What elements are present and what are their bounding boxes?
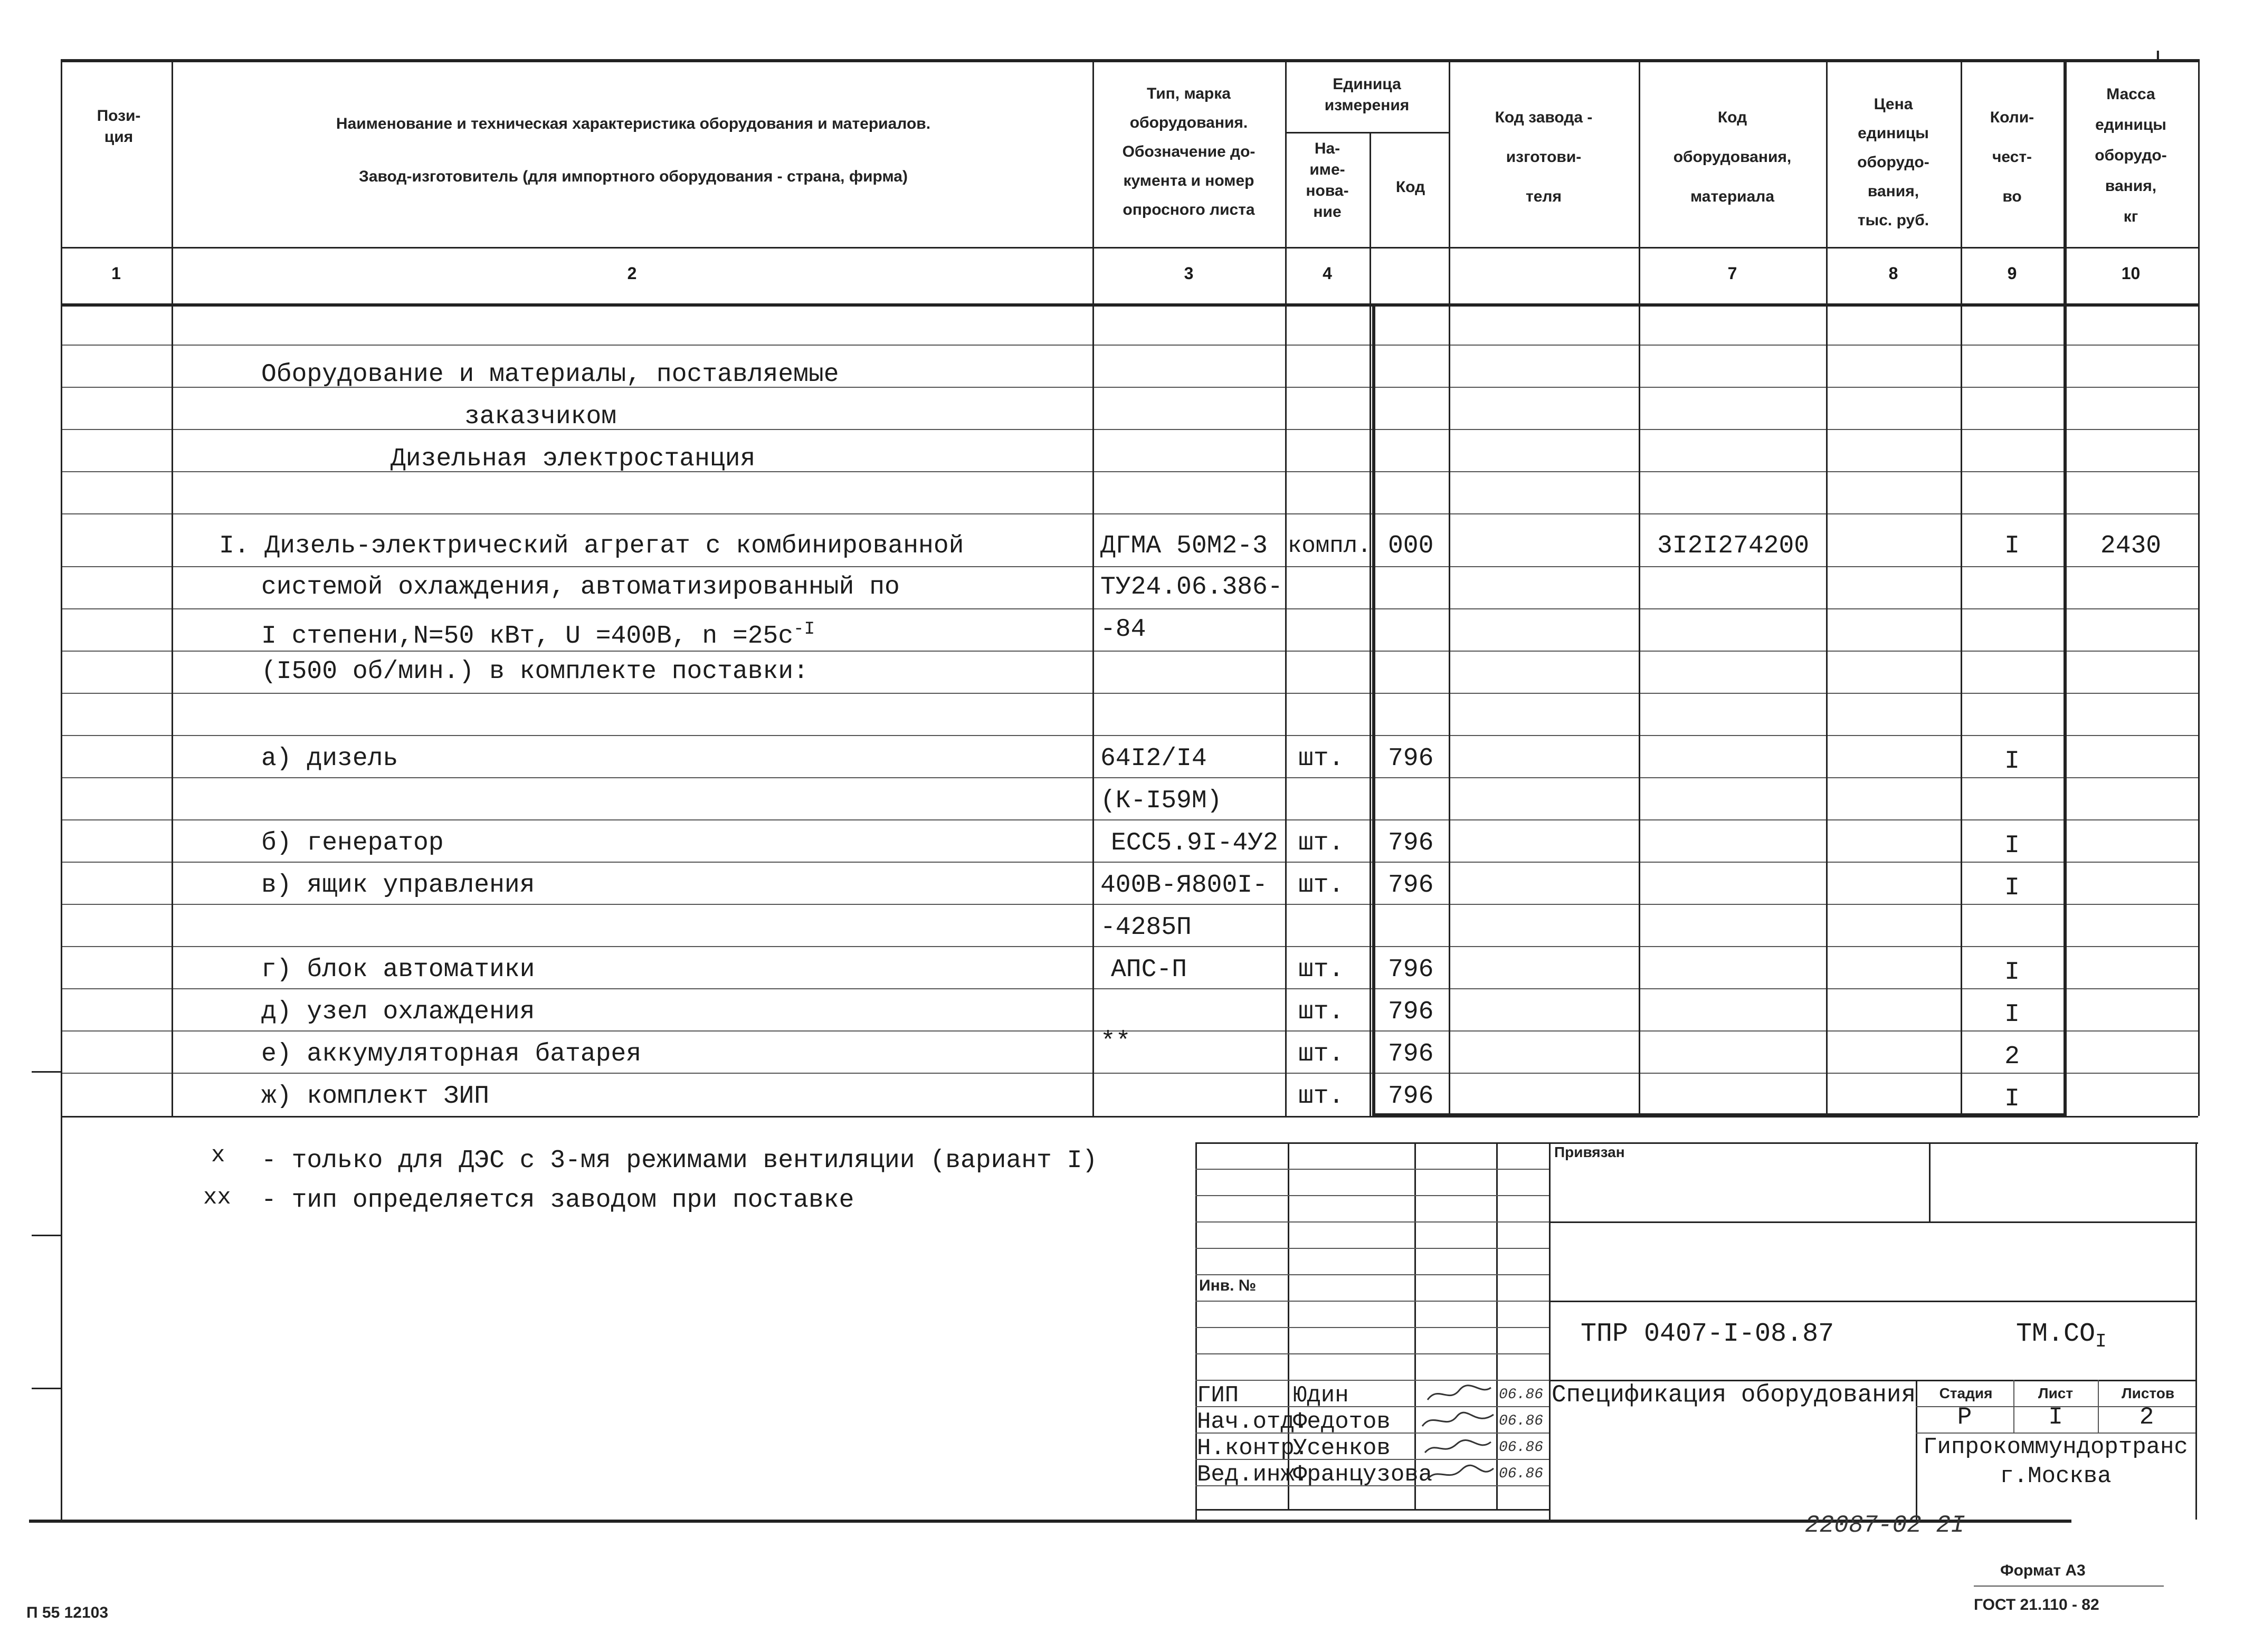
- table-top-border: [61, 59, 2198, 62]
- tb-rule: [1195, 1221, 1549, 1223]
- header-name: Наименование и техническая характеристика оборудования и материалов.: [336, 115, 931, 132]
- doc-code-main: ТМ.СО: [2016, 1319, 2096, 1349]
- subitem-e-unit: шт.: [1298, 998, 1344, 1026]
- item1-quantity: I: [2004, 532, 2020, 560]
- subitem-b-code: 796: [1388, 829, 1434, 857]
- subitem-b-name: б) генератор: [261, 829, 444, 857]
- subitem-c-type-2: -4285П: [1100, 913, 1192, 942]
- row-rule: [61, 777, 2198, 778]
- note-1-mark: х: [211, 1142, 225, 1169]
- sheet-value: I: [2048, 1403, 2063, 1431]
- subitem-d-code: 796: [1388, 956, 1434, 984]
- left-code: П 55 12103: [26, 1604, 109, 1621]
- col-border-5: [1449, 59, 1450, 1116]
- signer-4-name: Французова: [1293, 1462, 1433, 1488]
- tb-rule: [1195, 1301, 1549, 1302]
- item1-line3-sup: -I: [793, 619, 815, 639]
- item1-unit: компл.: [1288, 533, 1372, 559]
- subitem-b-qty: I: [2004, 832, 2020, 860]
- tb-rule: [1496, 1142, 1498, 1509]
- subitem-e-code: 796: [1388, 998, 1434, 1026]
- subitem-b-type: ЕСС5.9I-4У2: [1111, 829, 1278, 857]
- item1-line1: I. Дизель-электрический агрегат с комбинированной: [219, 532, 964, 560]
- subitem-f-type: **: [1100, 1028, 1131, 1056]
- inventory-label: Инв. №: [1199, 1277, 1257, 1294]
- subitem-f-unit: шт.: [1298, 1040, 1344, 1068]
- margin-tick: [32, 1071, 61, 1073]
- subitem-d-unit: шт.: [1298, 956, 1344, 984]
- item1-line3-text: I степени,: [261, 622, 414, 651]
- signer-2-date: 06.86: [1499, 1413, 1544, 1429]
- tb-rule: [1916, 1433, 2195, 1434]
- header-mass: Масса единицы оборудо- вания, кг: [2095, 85, 2167, 225]
- stage-label: Стадия: [1939, 1385, 1993, 1401]
- section-title-3: Дизельная электростанция: [391, 445, 756, 473]
- margin-tick: [32, 1388, 61, 1389]
- subitem-f-code: 796: [1388, 1040, 1434, 1068]
- subitem-e-name: д) узел охлаждения: [261, 998, 535, 1026]
- colnum-1: 1: [111, 264, 121, 283]
- tb-rule: [1549, 1142, 1551, 1520]
- col-border-3: [1285, 59, 1287, 1116]
- tb-rule: [1195, 1142, 2198, 1144]
- header-equipment-code: Код оборудования, материала: [1673, 109, 1792, 205]
- col-border-right: [2198, 59, 2200, 1116]
- subitem-c-code: 796: [1388, 871, 1434, 900]
- doc-code: [2016, 1319, 2107, 1352]
- note-2-text: - тип определяется заводом при поставке: [261, 1186, 854, 1215]
- colnum-8: 8: [1888, 264, 1898, 283]
- colnum-7: 7: [1727, 264, 1737, 283]
- row-rule: [61, 819, 2198, 820]
- item1-line3-params: N=50 кВт, U =400В, n =25с: [413, 622, 794, 651]
- colnum-9: 9: [2007, 264, 2017, 283]
- row-rule: [61, 1073, 2198, 1074]
- tb-rule: [1929, 1142, 1931, 1221]
- row-rule: [61, 345, 2198, 346]
- signer-1-date: 06.86: [1499, 1387, 1544, 1403]
- tb-rule: [1549, 1221, 2195, 1223]
- tb-rule: [1195, 1248, 1549, 1249]
- row-rule: [61, 471, 2198, 472]
- sheet-label: Лист: [2038, 1385, 2074, 1401]
- header-bottom-rule: [61, 247, 2198, 249]
- section-title-1: Оборудование и материалы, поставляемые: [261, 360, 839, 389]
- format-label: Формат А3: [2000, 1562, 2086, 1579]
- item1-type-1: ДГМА 50М2-3: [1100, 532, 1268, 560]
- subitem-c-qty: I: [2004, 874, 2020, 902]
- subitem-f-qty: 2: [2004, 1043, 2020, 1071]
- col-border-4-heavy: [1372, 303, 1375, 1116]
- row-rule: [61, 608, 2198, 609]
- signer-3-role: Н.контр.: [1197, 1435, 1309, 1462]
- row-rule: [61, 429, 2198, 430]
- tb-rule: [2195, 1142, 2197, 1520]
- row-rule: [61, 735, 2198, 736]
- tb-rule: [1195, 1195, 1549, 1196]
- item1-type-3: -84: [1100, 615, 1146, 644]
- item1-code: 000: [1388, 532, 1434, 560]
- item1-mass: 2430: [2100, 532, 2162, 560]
- subitem-c-name: в) ящик управления: [261, 871, 535, 900]
- note-1-text: - только для ДЭС с 3-мя режимами вентиляции (вариант I): [261, 1147, 1098, 1175]
- colnum-4: 4: [1323, 264, 1332, 283]
- row-rule: [61, 904, 2198, 905]
- col-border-2: [1092, 59, 1094, 1116]
- header-unit-code: Код: [1395, 178, 1425, 196]
- footer-rule: [1974, 1586, 2164, 1587]
- col-border-1: [172, 59, 173, 1116]
- col-border-7: [1826, 59, 1828, 1116]
- doc-code-sub: I: [2095, 1331, 2107, 1352]
- header-price: Цена единицы оборудо- вания, тыс. руб.: [1857, 96, 1929, 229]
- subitem-c-type: 400В-Я800I-: [1100, 871, 1268, 900]
- header-quantity: Коли- чест- во: [1990, 109, 2034, 205]
- subitem-d-type: АПС-П: [1111, 956, 1187, 984]
- row-rule: [61, 862, 2198, 863]
- colnum-3: 3: [1184, 264, 1194, 283]
- signature-scribbles: [1417, 1380, 1496, 1512]
- signer-2-role: Нач.отд.: [1197, 1409, 1309, 1435]
- corner-mark: I: [2156, 47, 2160, 64]
- note-2-mark: хх: [203, 1185, 231, 1211]
- privyazan-label: Привязан: [1554, 1144, 1625, 1160]
- signer-1-role: ГИП: [1197, 1382, 1239, 1409]
- subitem-g-unit: шт.: [1298, 1082, 1344, 1111]
- subitem-d-name: г) блок автоматики: [261, 956, 535, 984]
- subitem-a-name: а) дизель: [261, 744, 398, 773]
- sheets-value: 2: [2139, 1403, 2154, 1431]
- archive-number: 22087-02 2I: [1805, 1512, 1965, 1539]
- row-rule: [61, 693, 2198, 694]
- organization-city: г.Москва: [2000, 1463, 2112, 1489]
- item1-line4: (I500 об/мин.) в комплекте поставки:: [261, 657, 809, 686]
- subitem-g-code: 796: [1388, 1082, 1434, 1111]
- subitem-a-qty: I: [2004, 747, 2020, 776]
- header-unit: Единица измерения: [1324, 75, 1410, 114]
- margin-tick: [32, 1235, 61, 1236]
- header-factory-code: Код завода - изготови- теля: [1495, 109, 1593, 205]
- col-border-4: [1370, 132, 1371, 1116]
- header-type: Тип, марка оборудования. Обозначение до- кумента и номер опросного листа: [1122, 85, 1256, 218]
- unit-split-rule: [1285, 132, 1449, 133]
- tb-rule: [1414, 1142, 1416, 1509]
- subitem-d-qty: I: [2004, 958, 2020, 987]
- header-position: Пози- ция: [97, 107, 141, 146]
- subitem-f-name: е) аккумуляторная батарея: [261, 1040, 642, 1068]
- subitem-a-unit: шт.: [1298, 744, 1344, 773]
- tb-rule: [1549, 1301, 2195, 1302]
- header-unit-name: На- име- нова- ние: [1306, 140, 1349, 221]
- header-name-2: Завод-изготовитель (для импортного оборудования - страна, фирма): [359, 168, 908, 185]
- subitem-g-name: ж) комплект ЗИП: [261, 1082, 490, 1111]
- item1-equipment-code: 3I2I274200: [1657, 532, 1810, 560]
- row-rule: [61, 988, 2198, 989]
- row-rule: [61, 513, 2198, 514]
- colnum-bottom-rule: [61, 303, 2198, 307]
- tb-rule: [1195, 1169, 1549, 1170]
- subitem-a-type: 64I2/I4: [1100, 744, 1207, 773]
- item1-type-2: ТУ24.06.386-: [1100, 573, 1283, 601]
- colnum-2: 2: [627, 264, 637, 283]
- doc-number: ТПР 0407-I-08.87: [1581, 1319, 1834, 1349]
- signer-3-name: Усенков: [1293, 1435, 1391, 1462]
- signer-2-name: Федотов: [1293, 1409, 1391, 1435]
- item1-line2: системой охлаждения, автоматизированный по: [261, 573, 900, 601]
- row-rule: [61, 946, 2198, 947]
- signer-3-date: 06.86: [1499, 1439, 1544, 1456]
- organization-name: Гипрокоммундортранс: [1923, 1434, 2188, 1460]
- section-title-2: заказчиком: [464, 403, 617, 431]
- signer-1-name: Юдин: [1293, 1382, 1349, 1409]
- tb-rule: [1195, 1353, 1549, 1354]
- sheets-label: Листов: [2121, 1385, 2175, 1401]
- col-border-6: [1639, 59, 1640, 1116]
- row-rule: [61, 566, 2198, 567]
- item1-line3: [261, 614, 815, 652]
- signer-4-role: Вед.инж.: [1197, 1462, 1309, 1488]
- frame-bottom: [29, 1520, 2071, 1523]
- subitem-e-qty: I: [2004, 1000, 2020, 1029]
- colnum-10: 10: [2121, 264, 2141, 283]
- heavy-box-bottom: [1372, 1113, 2064, 1116]
- subitem-a-type-2: (К-I59М): [1100, 787, 1222, 815]
- subitem-b-unit: шт.: [1298, 829, 1344, 857]
- tb-rule: [1195, 1274, 1549, 1275]
- tb-rule: [1195, 1327, 1549, 1328]
- subitem-c-unit: шт.: [1298, 871, 1344, 900]
- gost-label: ГОСТ 21.110 - 82: [1974, 1596, 2099, 1613]
- signer-4-date: 06.86: [1499, 1466, 1544, 1482]
- doc-title: Спецификация оборудования: [1552, 1381, 1916, 1409]
- subitem-a-code: 796: [1388, 744, 1434, 773]
- stage-value: Р: [1957, 1403, 1972, 1431]
- subitem-g-qty: I: [2004, 1085, 2020, 1113]
